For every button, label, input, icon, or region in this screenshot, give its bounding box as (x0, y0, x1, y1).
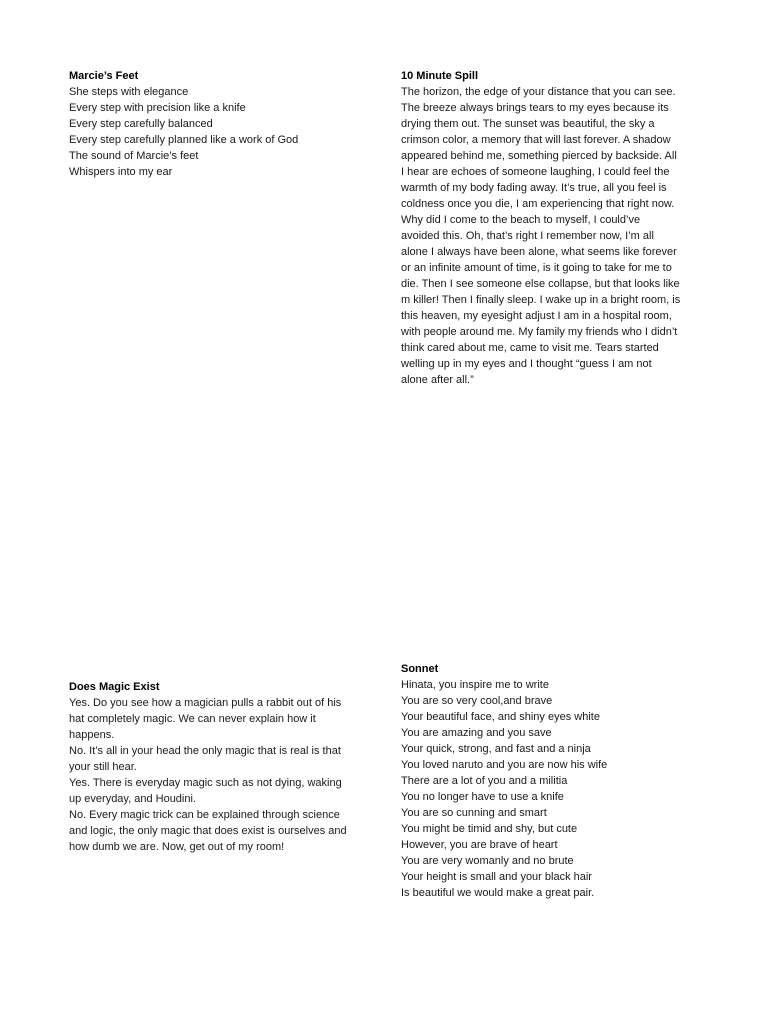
prose-line: Yes. Do you see how a magician pulls a rabbit out of his (69, 697, 342, 709)
prose-line: coldness once you die, I am experiencing that right now. (401, 198, 675, 210)
poem-title: Sonnet (401, 663, 439, 675)
prose-line: appeared behind me, something pierced by backside. All (401, 150, 677, 162)
prose-line: No. Every magic trick can be explained through science (69, 809, 340, 821)
prose-line: die. Then I see someone else collapse, but that looks like (401, 278, 680, 290)
prose-line: I hear are echoes of someone laughing, I could feel the (401, 166, 670, 178)
prose-line: No. It’s all in your head the only magic that is real is that (69, 745, 341, 757)
prose-line: up everyday, and Houdini. (69, 793, 196, 805)
poem-line: You no longer have to use a knife (401, 791, 564, 803)
poem-line: Every step carefully planned like a work of God (69, 134, 299, 146)
prose-line: hat completely magic. We can never explain how it (69, 713, 316, 725)
poem-line: However, you are brave of heart (401, 839, 558, 851)
poem-line: Hinata, you inspire me to write (401, 679, 549, 691)
poem-line: You loved naruto and you are now his wife (401, 759, 608, 771)
prose-line: drying them out. The sunset was beautiful, the sky a (401, 118, 655, 130)
prose-line: alone I always have been alone, what seems like forever (401, 246, 677, 258)
prose-line: crimson color, a memory that will last forever. A shadow (401, 134, 671, 146)
prose-line: The horizon, the edge of your distance that you can see. (401, 86, 676, 98)
poem-body (69, 84, 369, 180)
prose-line: or an infinite amount of time, is it going to take for me to (401, 262, 672, 274)
poem-line: You might be timid and shy, but cute (401, 823, 578, 835)
poem-title: Does Magic Exist (69, 681, 160, 693)
poem-body (69, 695, 369, 855)
poem-line: Your beautiful face, and shiny eyes white (401, 711, 600, 723)
poem-line: Every step with precision like a knife (69, 102, 246, 114)
prose-line: avoided this. Oh, that’s right I remember now, I’m all (401, 230, 654, 242)
poem-10-minute-spill (401, 68, 701, 388)
poem-title: 10 Minute Spill (401, 70, 479, 82)
poem-does-magic-exist (69, 679, 369, 855)
poem-line: Every step carefully balanced (69, 118, 213, 130)
poem-line: You are very womanly and no brute (401, 855, 574, 867)
poem-body (401, 84, 701, 388)
poem-line: Your quick, strong, and fast and a ninja (401, 743, 591, 755)
poem-sonnet (401, 661, 701, 901)
poem-line: There are a lot of you and a militia (401, 775, 568, 787)
prose-line: warmth of my body fading away. It’s true, all you feel is (401, 182, 667, 194)
poem-line: She steps with elegance (69, 86, 189, 98)
prose-line: this heaven, my eyesight adjust I am in a hospital room, (401, 310, 672, 322)
poem-line: You are so very cool,and brave (401, 695, 553, 707)
poem-line: Is beautiful we would make a great pair. (401, 887, 595, 899)
poem-body (401, 677, 701, 901)
prose-line: Yes. There is everyday magic such as not dying, waking (69, 777, 342, 789)
poem-title: Marcie’s Feet (69, 70, 139, 82)
poem-marcies-feet (69, 68, 369, 180)
poem-line: You are amazing and you save (401, 727, 552, 739)
prose-line: m killer! Then I finally sleep. I wake up in a bright room, is (401, 294, 681, 306)
poem-line: Your height is small and your black hair (401, 871, 592, 883)
poem-line: The sound of Marcie’s feet (69, 150, 199, 162)
prose-line: Why did I come to the beach to myself, I could’ve (401, 214, 641, 226)
prose-line: happens. (69, 729, 115, 741)
prose-line: and logic, the only magic that does exist is ourselves and (69, 825, 347, 837)
prose-line: how dumb we are. Now, get out of my room! (69, 841, 285, 853)
poem-line: Whispers into my ear (69, 166, 173, 178)
prose-line: think cared about me, came to visit me. Tears started (401, 342, 659, 354)
prose-line: alone after all.” (401, 374, 474, 386)
poem-line: You are so cunning and smart (401, 807, 547, 819)
prose-line: with people around me. My family my friends who I didn’t (401, 326, 678, 338)
prose-line: The breeze always brings tears to my eyes because its (401, 102, 669, 114)
prose-line: welling up in my eyes and I thought “guess I am not (401, 358, 652, 370)
prose-line: your still hear. (69, 761, 137, 773)
